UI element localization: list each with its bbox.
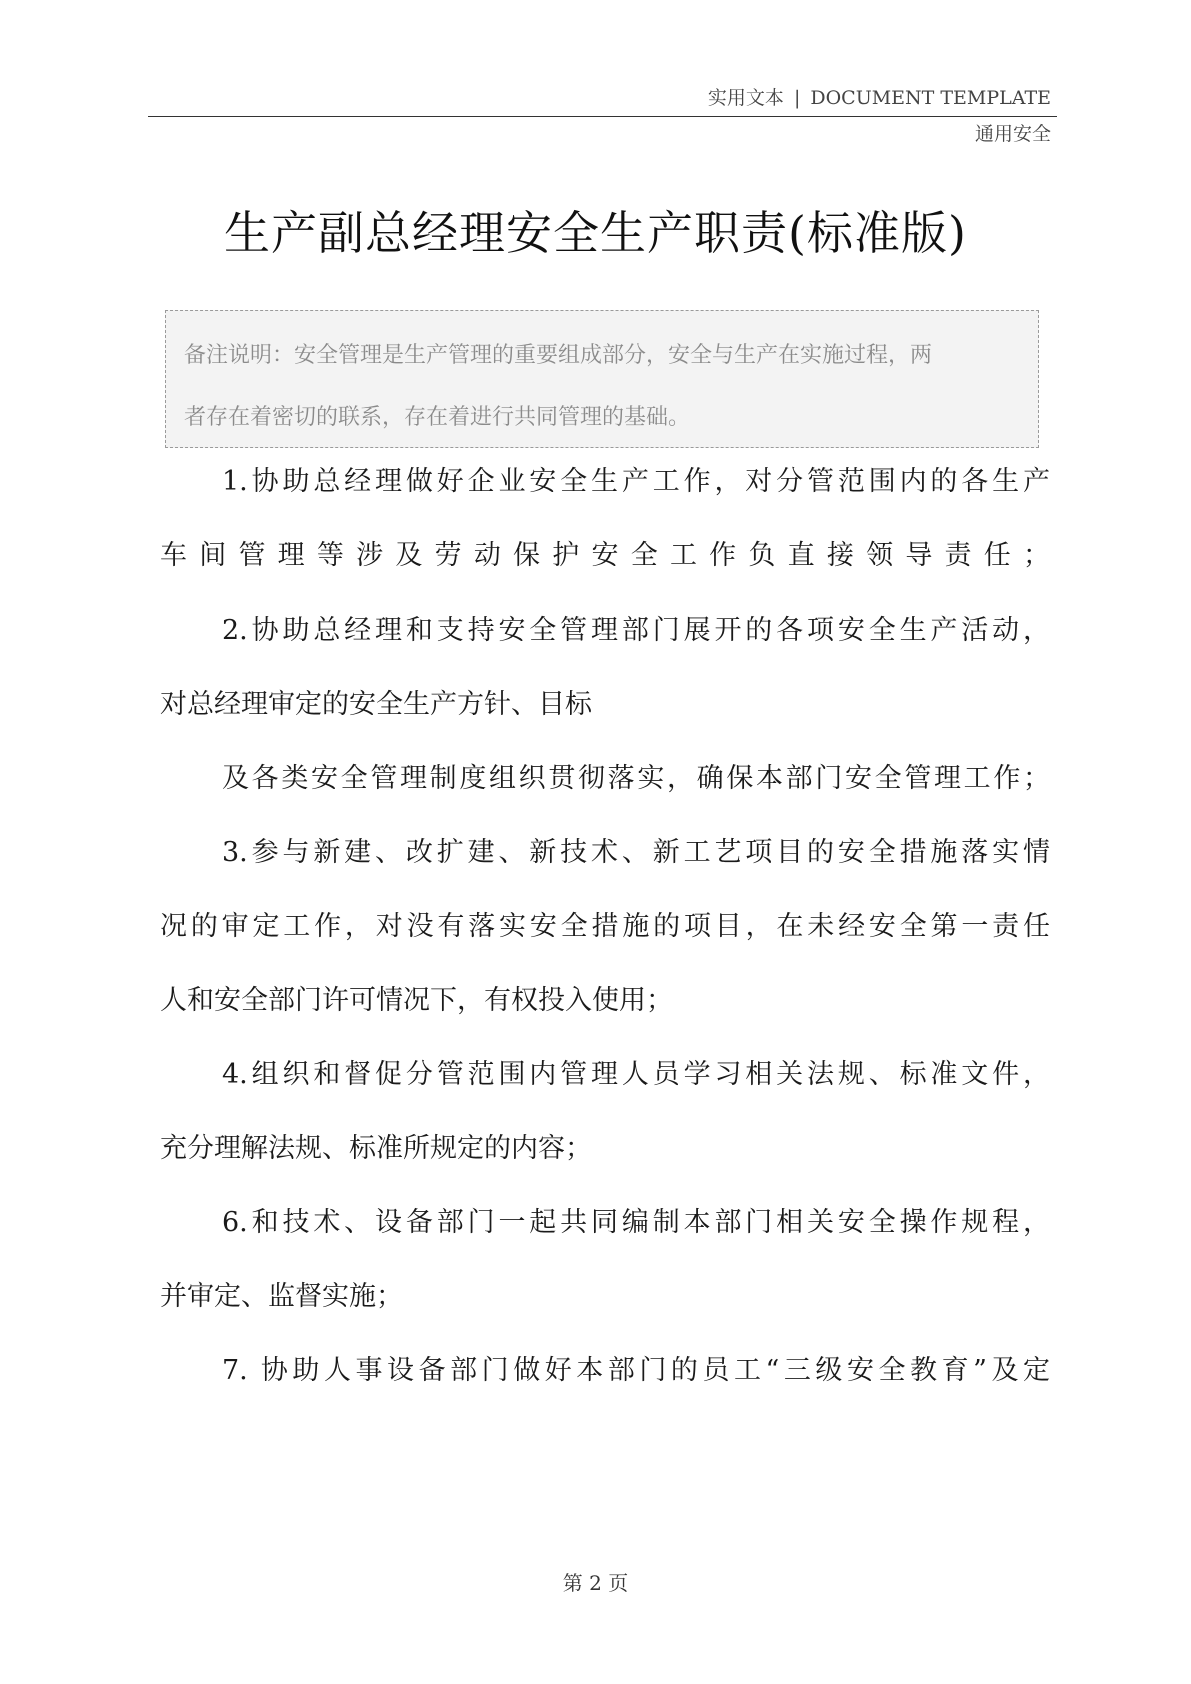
body-paragraph-line: 1.协助总经理做好企业安全生产工作，对分管范围内的各生产 bbox=[222, 466, 1050, 497]
note-line: 备注说明：安全管理是生产管理的重要组成部分，安全与生产在实施过程，两 bbox=[184, 343, 933, 368]
body-paragraph-line: 人和安全部门许可情况下，有权投入使用； bbox=[160, 985, 673, 1016]
body-paragraph-line: 及各类安全管理制度组织贯彻落实，确保本部门安全管理工作； bbox=[222, 763, 1050, 794]
header-doc-label bbox=[708, 86, 1051, 110]
note-line: 者存在着密切的联系，存在着进行共同管理的基础。 bbox=[184, 405, 691, 430]
body-paragraph-line: 4.组织和督促分管范围内管理人员学习相关法规、标准文件， bbox=[222, 1059, 1050, 1090]
body-paragraph-line: 7. 协助人事设备部门做好本部门的员工“三级安全教育”及定 bbox=[222, 1355, 1050, 1386]
body-paragraph-line: 车间管理等涉及劳动保护安全工作负直接领导责任； bbox=[160, 540, 1050, 571]
body-paragraph-line: 充分理解法规、标准所规定的内容； bbox=[160, 1133, 592, 1164]
header-right-text: DOCUMENT TEMPLATE bbox=[810, 87, 1051, 109]
header-divider bbox=[148, 116, 1057, 117]
document-title: 生产副总经理安全生产职责(标准版) bbox=[224, 206, 967, 260]
body-paragraph-line: 3.参与新建、改扩建、新技术、新工艺项目的安全措施落实情 bbox=[222, 837, 1050, 868]
header-left-text: 实用文本 bbox=[707, 87, 784, 109]
header-category: 通用安全 bbox=[974, 123, 1051, 145]
body-paragraph-line: 对总经理审定的安全生产方针、目标 bbox=[160, 689, 592, 720]
body-paragraph-line: 并审定、监督实施； bbox=[160, 1281, 403, 1312]
page-number: 第 2 页 bbox=[562, 1571, 629, 1595]
header-separator: | bbox=[793, 87, 801, 109]
body-paragraph-line: 6.和技术、设备部门一起共同编制本部门相关安全操作规程， bbox=[222, 1207, 1050, 1238]
body-paragraph-line: 2.协助总经理和支持安全管理部门展开的各项安全生产活动， bbox=[222, 615, 1050, 646]
body-paragraph-line: 况的审定工作，对没有落实安全措施的项目，在未经安全第一责任 bbox=[160, 911, 1050, 942]
note-box bbox=[165, 310, 1039, 448]
